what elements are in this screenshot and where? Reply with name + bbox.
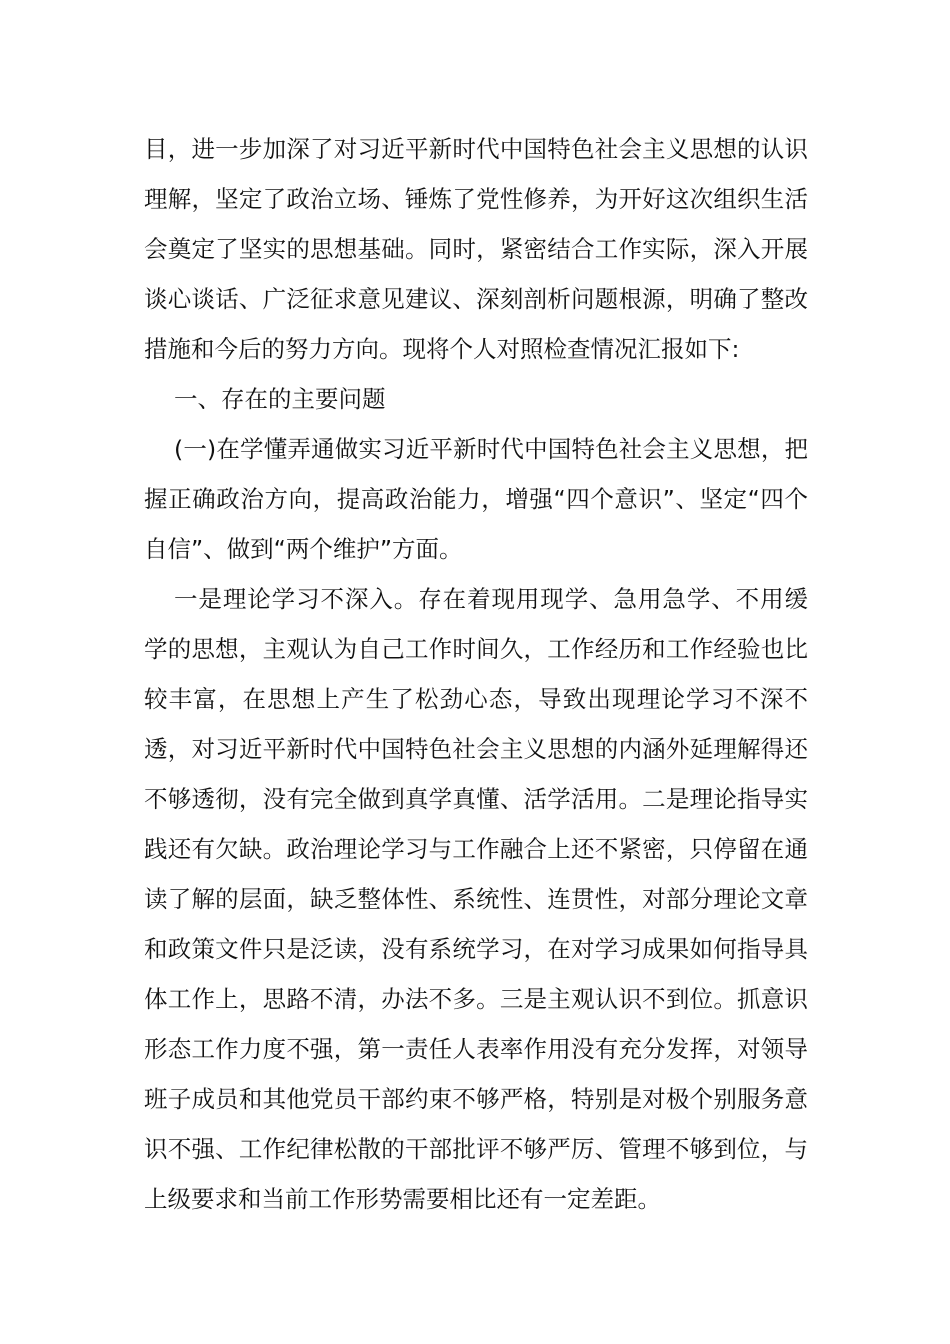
document-body bbox=[144, 124, 808, 1224]
section-heading: 一、存在的主要问题 bbox=[174, 385, 386, 413]
paragraph-intro-continued: 目，进一步加深了对习近平新时代中国特色社会主义思想的认识理解，坚定了政治立场、锤炼了党性修养，为开好这次组织生活会奠定了坚实的思想基础。同时，紧密结合工作实际，深入开展谈心谈话、广泛征求意见建议、深刻剖析问题根源，明确了整改措施和今后的努力方向。现将个人对照检查情况汇报如下: bbox=[144, 135, 808, 363]
body-paragraph: 一是理论学习不深入。存在着现用现学、急用急学、不用缓学的思想，主观认为自己工作时间久，工作经历和工作经验也比较丰富，在思想上产生了松劲心态，导致出现理论学习不深不透，对习近平新时代中国特色社会主义思想的内涵外延理解得还不够透彻，没有完全做到真学真懂、活学活用。二是理论指导实践还有欠缺。政治理论学习与工作融合上还不紧密，只停留在通读了解的层面，缺乏整体性、系统性、连贯性，对部分理论文章和政策文件只是泛读，没有系统学习，在对学习成果如何指导具体工作上，思路不清，办法不多。三是主观认识不到位。抓意识形态工作力度不强，第一责任人表率作用没有充分发挥，对领导班子成员和其他党员干部约束不够严格，特别是对极个别服务意识不强、工作纪律松散的干部批评不够严厉、管理不够到位，与上级要求和当前工作形势需要相比还有一定差距。 bbox=[144, 585, 808, 1213]
subsection-heading: (一)在学懂弄通做实习近平新时代中国特色社会主义思想，把握正确政治方向，提高政治能力，增强“四个意识”、坚定“四个自信”、做到“两个维护”方面。 bbox=[144, 435, 808, 563]
